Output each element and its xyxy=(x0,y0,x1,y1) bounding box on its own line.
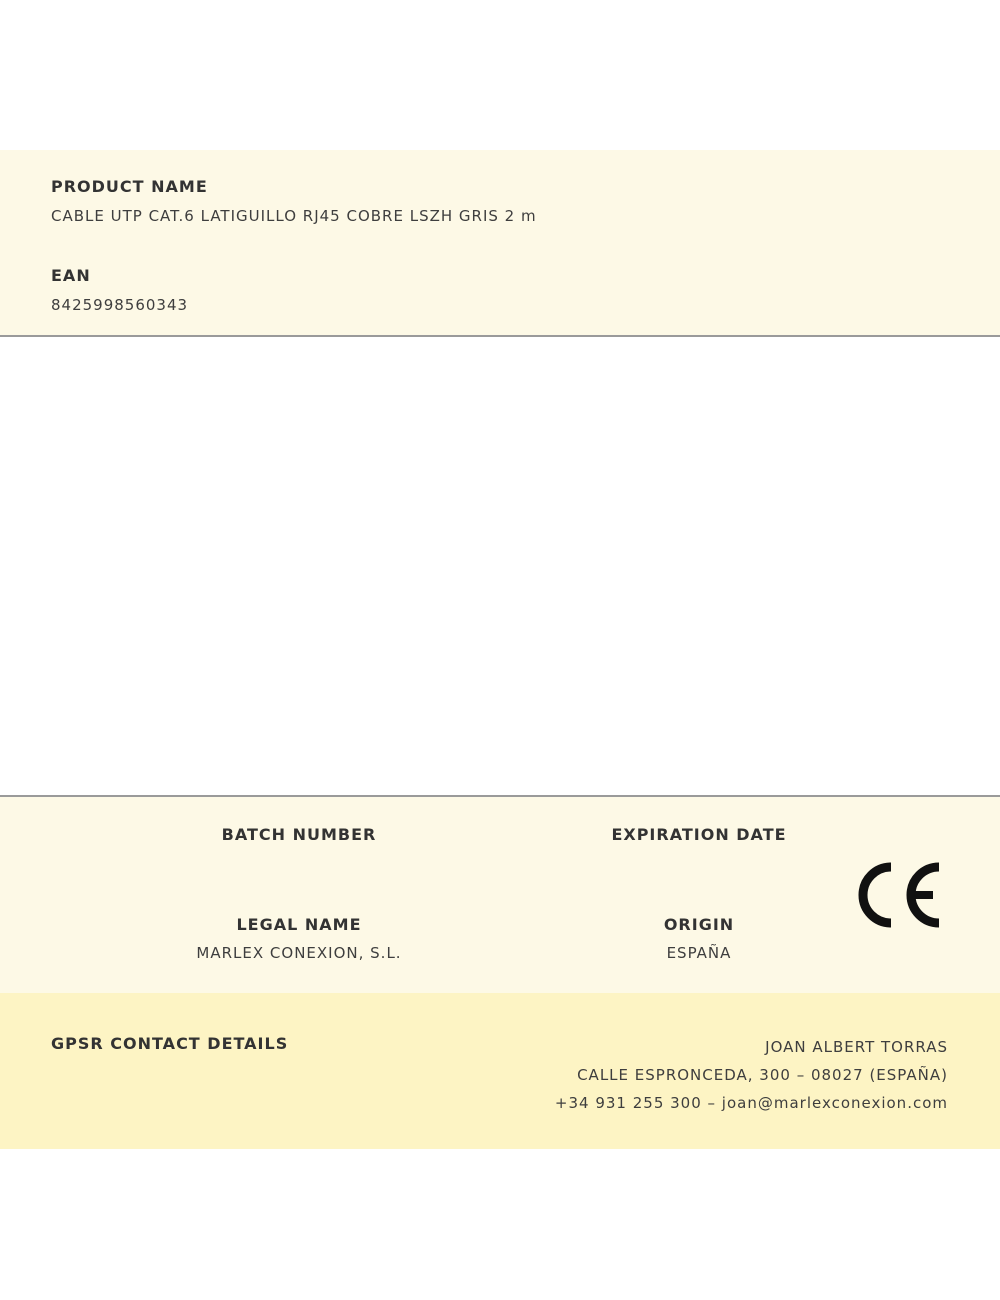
gpsr-panel xyxy=(0,993,1000,1149)
product-name-heading: PRODUCT NAME xyxy=(51,177,208,196)
origin-value: ESPAÑA xyxy=(666,944,732,962)
ean-heading: EAN xyxy=(51,266,91,285)
gpsr-contact-block xyxy=(555,1033,948,1117)
batch-number-heading: BATCH NUMBER xyxy=(221,825,377,844)
origin-cell xyxy=(539,915,859,962)
legal-name-heading: LEGAL NAME xyxy=(236,915,362,934)
legal-name-value: MARLEX CONEXION, S.L. xyxy=(196,944,402,962)
gpsr-phone-email: +34 931 255 300 – joan@marlexconexion.com xyxy=(554,1094,948,1112)
ce-mark-icon xyxy=(855,861,945,931)
batch-number-cell xyxy=(139,825,459,854)
gpsr-contact-heading: GPSR CONTACT DETAILS xyxy=(51,1034,289,1053)
expiration-date-cell xyxy=(539,825,859,854)
legal-name-cell xyxy=(139,915,459,962)
product-name-value: CABLE UTP CAT.6 LATIGUILLO RJ45 COBRE LSZH GRIS 2 m xyxy=(51,207,537,225)
expiration-date-heading: EXPIRATION DATE xyxy=(611,825,787,844)
info-panel xyxy=(0,795,1000,995)
product-panel xyxy=(0,150,1000,337)
gpsr-address: CALLE ESPRONCEDA, 300 – 08027 (ESPAÑA) xyxy=(577,1066,948,1084)
origin-heading: ORIGIN xyxy=(663,915,735,934)
ean-value: 8425998560343 xyxy=(51,296,189,314)
gpsr-contact-name: JOAN ALBERT TORRAS xyxy=(765,1038,948,1056)
